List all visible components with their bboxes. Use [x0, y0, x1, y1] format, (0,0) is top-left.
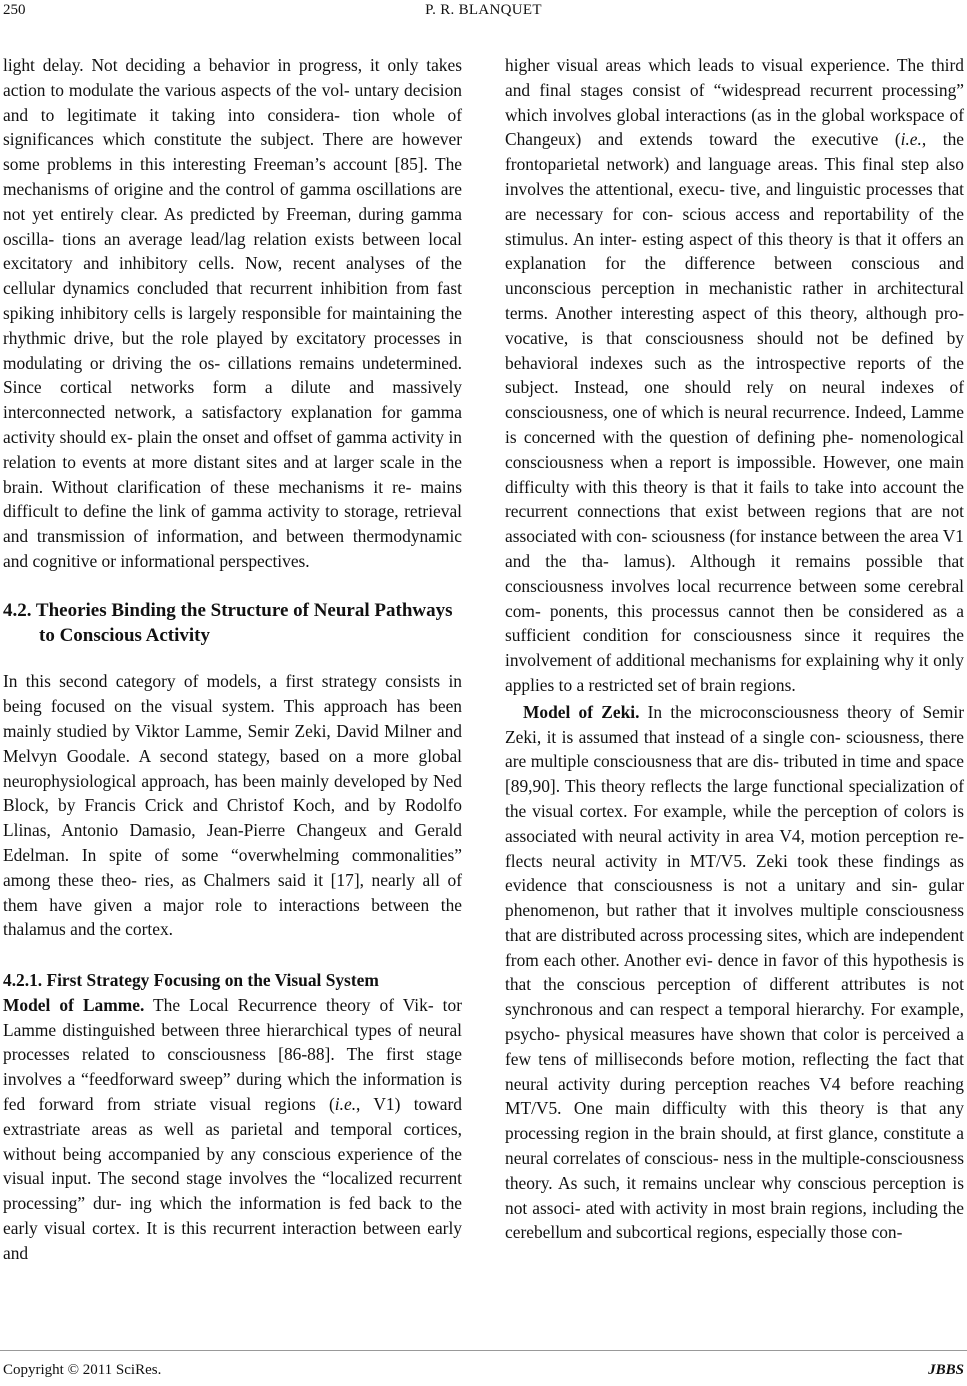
paragraph-model-lamme: [3, 993, 462, 1266]
lamme-text-a: The Local Recurrence theory of Vik- tor Lamme distinguished between three hierarchical types of neural processes related to consciousness [86-88]. The first stage involves a “feedforward sweep” during which the information is fed forward from striate visual regions (: [3, 994, 462, 1115]
footer-journal: JBBS: [928, 1362, 964, 1378]
paragraph-freeman: light delay. Not deciding a behavior in progress, it only takes action to modulate the various aspects of the vol- untary decision and to legitimate it taking into considera- tion whole of significances which constitute the subject. There are however some problems in this interesting Freeman’s account [85]. The mechanisms of origine and the control of gamma oscillations are not yet entirely clear. As predicted by Freeman, during gamma oscilla- tions an average lead/lag relation exists between local excitatory and inhibitory cells. Now, recent analyses of the cellular dynamics concluded that recurrent inhibition from fast spiking inhibitory cells is largely responsible for maintaining the rhythmic drive, but the role played by excitatory processes in modulating or driving the os- cillations remains undetermined. Since cortical networks form a dilute and massively interconnected network, a satisfactory explanation for gamma activity should ex- plain the onset and offset of gamma activity in relation to events at more distant sites and at larger scale in the brain. Without clarification of these mechanisms it re- mains difficult to define the link of gamma activity to storage, retrieval and transmission of information, and between thermodynamic and cognitive or informational perspectives.: [3, 55, 462, 571]
running-head: P. R. BLANQUET: [425, 2, 542, 18]
zeki-text: In the microconsciousness theory of Semir Zeki, it is assumed that instead of a single con- sciousness, there are multiple consciousness that are dis- tributed in time and space [89,90]. This theory reflects the large functional specialization of the visual cortex. For example, while the perception of colors is associated with neural activity in area V4, motion perception re- flects neural activity in MT/V5. Zeki took these findings as evidence that consciousness is not a unitary and sin- gular phenomenon, but rather that it involves multiple consciousness that are distributed across processing sites, which are independent from each other. Another evi- dence in favor of this hypothesis is that the conscious perception of different attributes is not synchronous and can respect a temporal hierarchy. For example, psycho- physical measures have shown that color is perceived a few tens of milliseconds before motion, reflecting the fact that neural activity during perception reaches V4 before reaching MT/V5. One main difficulty with this theory is that any processing region in the brain should, at first glance, constitute a neural correlates of conscious- ness in the multiple-consciousness theory. As such, it remains unclear why conscious perception is not associ- ated with activity in most brain regions, including the cerebellum and subcortical regions, especially those con-: [505, 701, 964, 1243]
runin-model-zeki: Model of Zeki.: [523, 701, 640, 722]
lamme-text-b: , V1) toward extrastriate areas as well as parietal and temporal cortices, without being accompanied by any conscious experience of the visual input. The second stage involves the “localized recurrent processing” dur- ing which the information is fed back to the early visual cortex. It is this recurrent interaction between early and: [3, 1094, 462, 1263]
paragraph-second-category: In this second category of models, a first strategy consists in being focused on the visual system. This approach has been mainly studied by Viktor Lamme, Semir Zeki, David Milner and Melvyn Goodale. A second stategy, based on a more global neurophysiological approach, has been mainly developed by Ned Block, by Francis Crick and Christof Koch, and by Rodolfo Llinas, Antonio Damasio, Jean-Pierre Changeux and Gerald Edelman. In spite of some “overwhelming commonalities” among these theo- ries, as Chalmers said it [17], nearly all of them have given a major role to interactions between the thalamus and the cortex.: [3, 671, 462, 940]
left-column: [3, 53, 462, 1266]
lamme-cont-ie: i.e.: [900, 129, 922, 150]
footer-copyright: Copyright © 2011 SciRes.: [3, 1362, 162, 1378]
runin-model-lamme: Model of Lamme.: [3, 994, 145, 1015]
lamme-cont-a: higher visual areas which leads to visual experience. The third and final stages consist of “widespread recurrent processing” which involves global interactions (as in the global workspace of Changeux) and extends toward the executive (: [505, 55, 964, 150]
lamme-cont-b: , the frontoparietal network) and language areas. This final step also involves the attentional, execu- tive, and linguistic processes that are necessary for con- scious access and reportability of the stimulus. An inter- esting aspect of this theory is that it offers an explanation for the difference between conscious and unconscious perception in mechanistic rather in architectural terms. Another interesting aspect of this theory, although pro- vocative, is that consciousness should not be defined by behavioral indexes such as the introspective reports of the subject. Instead, one should rely on neural indexes of consciousness, one of which is neural recurrence. Indeed, Lamme is concerned with the question of defining phe- nomenological consciousness when a report is impossible. However, one main difficulty with this theory is that it fails to take into account the recurrent connections that exist between regions that are not associated with con- sciousness (for instance between the area V1 and the tha- lamus). Although it remains possible that consciousness involves local recurrence between some cerebral com- ponents, this processus cannot then be considered as a sufficient condition for consciousness since it requires the involvement of additional mechanisms for explaining why it only applies to a restricted set of brain regions.: [505, 129, 964, 695]
section-heading-4-2: 4.2. Theories Binding the Structure of Neural Pathways to Conscious Activity: [3, 599, 453, 646]
page-number: 250: [3, 2, 26, 18]
right-column: [505, 53, 964, 1245]
footer-rule: [0, 1350, 967, 1351]
paragraph-model-zeki: [505, 700, 964, 1246]
subsection-heading-4-2-1: 4.2.1. First Strategy Focusing on the Visual System: [3, 970, 379, 991]
paragraph-lamme-continued: [505, 53, 964, 698]
lamme-ie: i.e.: [334, 1094, 357, 1115]
